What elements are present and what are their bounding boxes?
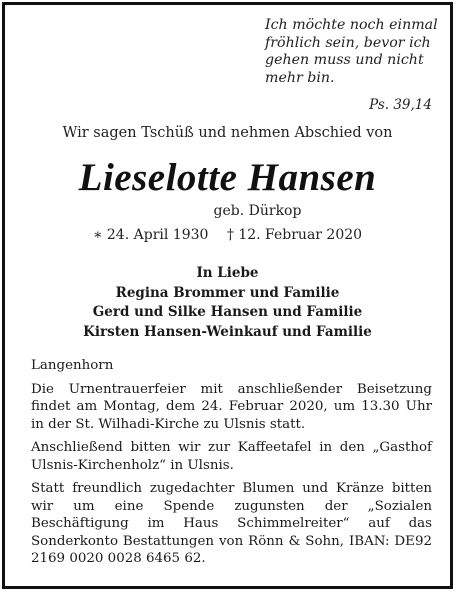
info-paragraph: Statt freundlich zugedachter Blumen und Kränze bitten wir um eine Spende zugunsten der „Sozialen Beschäftigung im Haus Schimmelreiter“ auf das Sonderkonto Bestattungen von Rönn & Sohn, IBAN: DE92 2169 0020 0028 6465 62. [31, 481, 432, 566]
quote-line: fröhlich sein, bevor ich [265, 34, 431, 51]
quote-line: mehr bin. [265, 69, 335, 86]
maiden-name: geb. Dürkop [213, 203, 302, 219]
death-date: † 12. Februar 2020 [226, 227, 363, 243]
family-member: Gerd und Silke Hansen und Familie [92, 304, 363, 320]
quote-reference: Ps. 39,14 [369, 97, 432, 113]
info-paragraph: Die Urnentrauerfeier mit anschließender Beisetzung findet am Montag, dem 24. Februar 2020, um 13.30 Uhr in der St. Wilhadi-Kirche zu Ulsnis statt. [31, 381, 432, 432]
service-info [31, 357, 432, 574]
deceased-name: Lieselotte Hansen [78, 156, 377, 199]
family-section [5, 264, 450, 342]
birth-date: ∗ 24. April 1930 [92, 227, 209, 243]
psalm-quote [265, 17, 445, 87]
family-member: Regina Brommer und Familie [115, 284, 340, 301]
life-dates [5, 227, 450, 243]
family-heading: In Liebe [196, 265, 259, 281]
info-paragraph: Anschließend bitten wir zur Kaffeetafel in den „Gasthof Ulsnis-Kirchenholz“ in Ulsnis. [31, 440, 432, 473]
obituary-card [2, 2, 453, 589]
intro-text: Wir sagen Tschüß und nehmen Abschied von [62, 125, 393, 141]
place-name: Langenhorn [31, 358, 114, 373]
quote-line: Ich möchte noch einmal [265, 17, 438, 33]
family-member: Kirsten Hansen-Weinkauf und Familie [83, 323, 372, 340]
quote-line: gehen muss und nicht [265, 52, 424, 68]
